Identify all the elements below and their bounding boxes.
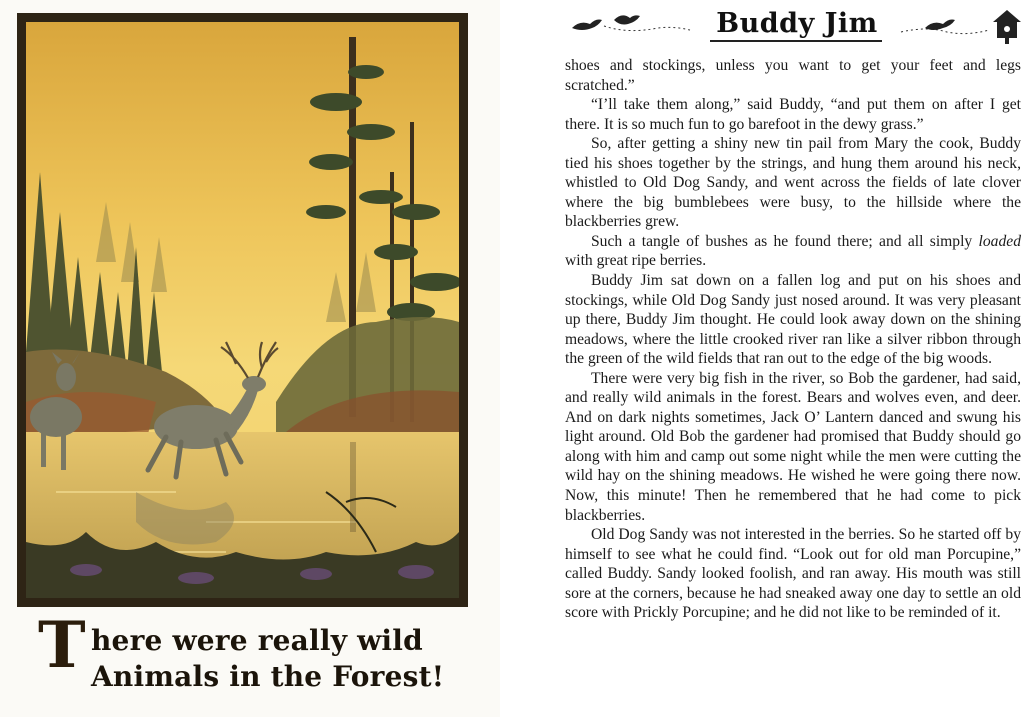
paragraph: So, after getting a shiny new tin pail from Mary the cook, Buddy tied his shoes together by the strings, and hung them around his neck, whistled to Old Dog Sandy, and went across the fields of late clover where the big bumblebees were busy, to the hillside where the blackberries grew. xyxy=(565,135,1021,231)
paragraph xyxy=(565,232,1021,271)
paragraph-text: Such a tangle of bushes as he found there; and all simply xyxy=(591,232,979,250)
caption-drop-cap: T xyxy=(38,608,86,683)
paragraph: “I’ll take them along,” said Buddy, “and put them on after I get there. It is so much fun to go barefoot in the dewy grass.” xyxy=(565,96,1021,133)
page-header xyxy=(502,0,1031,52)
story-text xyxy=(565,56,1021,623)
birds-ornament-icon xyxy=(568,8,693,42)
paragraph: There were very big fish in the river, so Bob the gardener, had said, and really wild animals in the forest. Bears and wolves even, and deer. And on dark nights sometimes, Jack O’ Lantern danced and swung his light around. Old Bob the gardener had promised that Buddy should go along with him and camp out some night while the men were cutting the wild hay on the shining meadows. He wished he were going there now. Now, this minute! Then he remembered that he had come to pick blackberries. xyxy=(565,369,1021,524)
paragraph-text: with great ripe berries. xyxy=(565,252,707,270)
illustration-frame xyxy=(17,13,468,607)
paragraph: shoes and stockings, unless you want to get your feet and legs scratched.” xyxy=(565,57,1021,94)
paragraph: Old Dog Sandy was not interested in the berries. So he started off by himself to see what he could find. “Look out for old man Porcupine,” called Buddy. Sandy looked foolish, and ran away. His mouth was still sore at the corners, because he had sneaked away one day to settle an old score with Prickly Porcupine; and he did not like to be reminded of it. xyxy=(565,526,1021,622)
right-page xyxy=(502,0,1031,717)
title-underline xyxy=(710,40,882,42)
forest-deer-painting xyxy=(26,22,459,598)
birdhouse-ornament-icon xyxy=(897,6,1027,46)
caption-line-1: here were really wild xyxy=(91,624,423,657)
illustration xyxy=(26,22,459,598)
paragraph: Buddy Jim sat down on a fallen log and put on his shoes and stockings, while Old Dog Sandy just nosed around. It was very pleasant up there, Buddy Jim thought. He could look away down on the shining meadows, where the little crooked river ran like a silver ribbon through the green of the wild fields that ran out to the edge of the big woods. xyxy=(565,272,1021,368)
emphasized-word: loaded xyxy=(978,232,1021,250)
left-page xyxy=(0,0,500,717)
page-title: Buddy Jim xyxy=(716,8,878,39)
caption-line-2: Animals in the Forest! xyxy=(91,660,445,693)
illustration-caption xyxy=(36,608,456,704)
